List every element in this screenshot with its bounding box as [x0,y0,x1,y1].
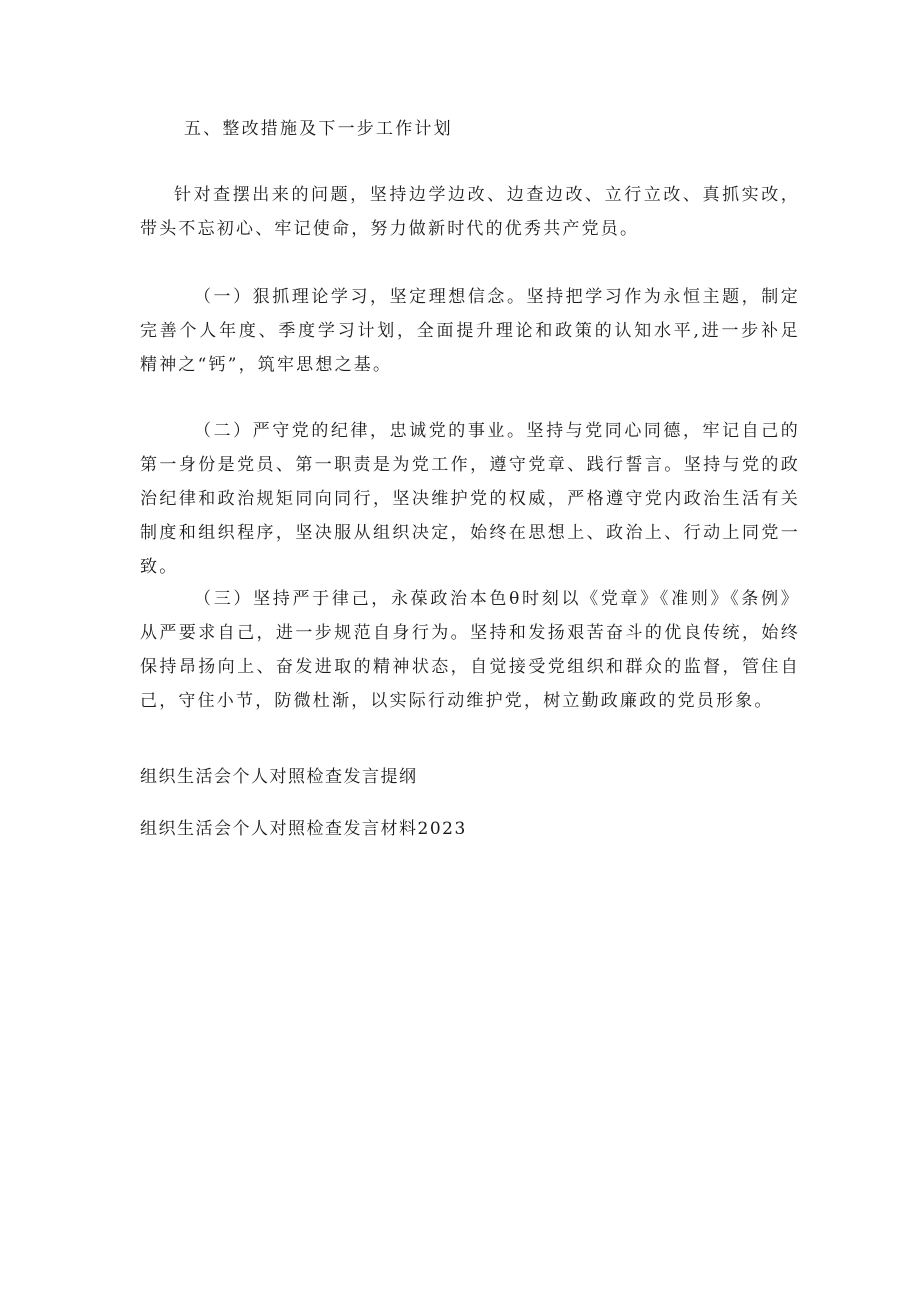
related-link-2[interactable]: 组织生活会个人对照检查发言材料2023 [140,819,467,839]
related-link-1[interactable]: 组织生活会个人对照检查发言提纲 [140,767,418,787]
measure-item-2: （二）严守党的纪律，忠诚党的事业。坚持与党同心同德，牢记自己的第一身份是党员、第一职责是为党工作，遵守党章、践行誓言。坚持与党的政治纪律和政治规矩同向同行，坚决维护党的权威，严格遵守党内政治生活有关制度和组织程序，坚决服从组织决定，始终在思想上、政治上、行动上同党一致。 [140,421,800,577]
measure-item-1: （一）狠抓理论学习，坚定理想信念。坚持把学习作为永恒主题，制定完善个人年度、季度学习计划，全面提升理论和政策的认知水平,进一步补足精神之“钙”，筑牢思想之基。 [140,287,800,375]
section-heading: 五、整改措施及下一步工作计划 [184,119,453,139]
measure-item-3: （三）坚持严于律己，永葆政治本色θ时刻以《党章》《准则》《条例》从严要求自己，进一步规范自身行为。坚持和发扬艰苦奋斗的优良传统，始终保持昂扬向上、奋发进取的精神状态，自觉接受党组织和群众的监督，管住自己，守住小节，防微杜渐，以实际行动维护党，树立勤政廉政的党员形象。 [140,589,800,711]
intro-paragraph: 针对查摆出来的问题，坚持边学边改、边查边改、立行立改、真抓实改，带头不忘初心、牢记使命，努力做新时代的优秀共产党员。 [140,185,800,239]
